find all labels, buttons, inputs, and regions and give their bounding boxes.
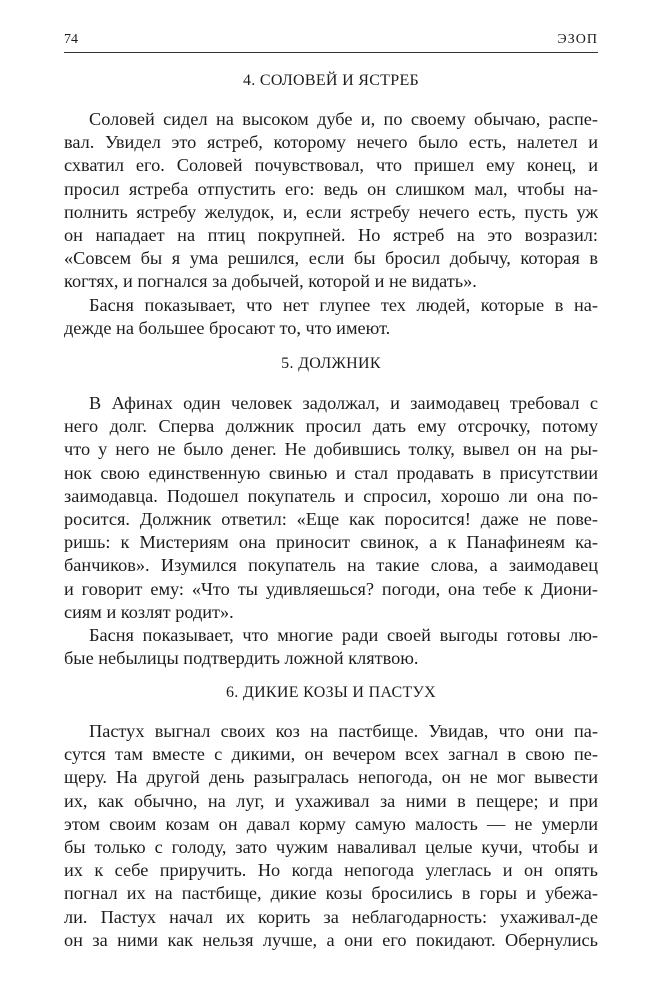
text-line: сутся там вместе с дикими, он вечером всех загнал в свою пе- [64,744,598,765]
fable-title-5: 5. ДОЛЖНИК [281,355,381,372]
text-line: и говорит ему: «Что ты удивляешься? погоди, она тебе к Диони- [64,578,598,599]
text-line: росится. Должник ответил: «Еще как поросится! даже не пове- [64,508,598,529]
text-line: когтях, и погнался за добычей, которой и не видать». [64,271,477,292]
text-line: Басня показывает, что нет глупее тех людей, которые в на- [89,294,598,315]
text-line: В Афинах один человек задолжал, и заимодавец требовал с [89,393,598,413]
text-line: вал. Увидел это ястреб, которому нечего было есть, налетел и [64,132,598,153]
text-line: полнить ястребу желудок, и, если ястребу нечего есть, пусть уж [64,201,598,222]
page-number: 74 [64,32,78,47]
text-line: их к себе приручить. Но когда непогода улеглась и он опять [64,860,598,881]
fable-title-6: 6. ДИКИЕ КОЗЫ И ПАСТУХ [225,684,437,701]
fable-text-6 [64,720,598,952]
text-line: ришь: к Мистериям она приносит свинок, а к Панафинеям ка- [64,532,598,553]
text-line: бы только с голоду, зато чужим наваливал целые кучи, чтобы и [64,836,598,857]
text-line: ли. Пастух начал их корить за неблагодарность: ухаживал-де [64,906,598,927]
running-head [64,30,598,53]
text-line: щеру. На другой день разыгралась непогода, он не мог вывести [64,767,598,788]
text-line: заимодавца. Подошел покупатель и спросил, хорошо ли она по- [64,485,598,506]
text-line: дежде на большее бросают то, что имеют. [64,317,391,338]
text-line: «Совсем бы я ума решился, если бы бросил добычу, которая в [64,248,598,269]
fable-text-5 [64,392,598,670]
text-line: что у него не было денег. Не добившись толку, вывел он на ры- [64,439,598,460]
text-line: их, как обычно, на луг, и ухаживал за ними в пещере; и при [64,790,598,811]
text-line: Басня показывает, что многие ради своей выгоды готовы лю- [89,624,598,645]
text-line: этом своим козам он давал корму самую малость — не умерли [64,813,598,834]
text-line: нок свою единственную свинью и стал продавать в присутствии [64,462,598,483]
fable-text-4 [64,108,598,340]
text-line: он за ними как нельзя лучше, а они его покидают. Обернулись [64,929,598,950]
text-line: банчиков». Изумился покупатель на такие слова, а заимодавец [64,555,598,576]
text-line: просил ястреба отпустить его: ведь он слишком мал, чтобы на- [64,178,598,199]
text-line: погнал их на пастбище, дикие козы бросились в горы и убежа- [64,883,598,904]
text-line: сиям и козлят родит». [64,601,234,622]
running-title: ЭЗОП [557,32,598,47]
text-line: Пастух выгнал своих коз на пастбище. Увидав, что они па- [89,721,598,741]
text-line: схватил его. Соловей почувствовал, что пришел ему конец, и [64,155,598,176]
text-line: него долг. Сперва должник просил дать ему отсрочку, потому [64,416,598,437]
text-line: он нападает на птиц покрупней. Но ястреб на это возразил: [64,224,598,245]
text-line: Соловей сидел на высоком дубе и, по своему обычаю, распе- [89,109,598,129]
text-line: бые небылицы подтвердить ложной клятвою. [64,648,419,669]
fable-title-4: 4. СОЛОВЕЙ И ЯСТРЕБ [242,72,420,89]
